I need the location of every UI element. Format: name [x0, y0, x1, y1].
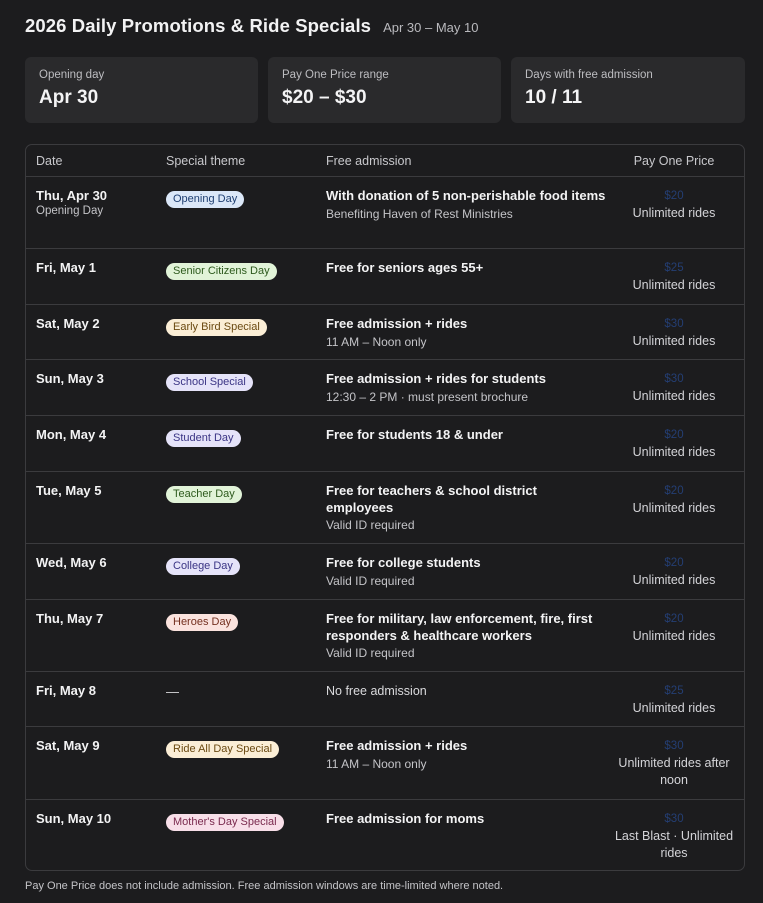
row-date: [36, 371, 104, 386]
column-header-theme: Special theme: [166, 154, 246, 168]
theme-badge: Opening Day: [166, 191, 244, 208]
date-text: Sun, May 3: [36, 371, 104, 386]
row-date: [36, 427, 106, 442]
date-range: Apr 30 – May 10: [383, 20, 479, 35]
free-admission-text: With donation of 5 non-perishable food items: [326, 188, 606, 203]
price-cell: [606, 427, 742, 461]
table-row: [26, 800, 744, 871]
page-header: [25, 15, 478, 37]
date-text: Sat, May 2: [36, 316, 100, 331]
price-cell: [606, 738, 742, 789]
date-text: Fri, May 8: [36, 683, 96, 698]
price-note: Unlimited rides: [632, 629, 716, 643]
row-date: [36, 811, 111, 826]
price-cell: [606, 260, 742, 294]
date-text: Sat, May 9: [36, 738, 100, 753]
free-admission-text: Free for teachers & school district employees: [326, 483, 537, 515]
row-date: [36, 260, 96, 275]
free-admission-text: Free for seniors ages 55+: [326, 260, 484, 275]
price-note: Unlimited rides: [632, 445, 716, 459]
column-header-date: Date: [36, 154, 63, 168]
table-row: [26, 416, 744, 472]
price-cell: [606, 811, 742, 862]
free-admission: [326, 260, 606, 277]
table-row: [26, 360, 744, 416]
price-amount: $25: [664, 262, 684, 274]
stat-card-opening-day: [25, 57, 258, 123]
theme-badge: College Day: [166, 558, 240, 575]
row-date: [36, 738, 100, 753]
table-row: [26, 672, 744, 727]
price-amount: $20: [664, 190, 684, 202]
table-row: [26, 249, 744, 305]
free-admission: [326, 427, 606, 444]
theme-badge: School Special: [166, 374, 253, 391]
free-admission: [326, 316, 606, 350]
row-date: [36, 611, 103, 626]
table-row: [26, 472, 744, 544]
table-row: [26, 305, 744, 360]
free-admission-detail: 11 AM – Noon only: [326, 756, 427, 771]
price-amount: $20: [664, 485, 684, 497]
price-amount: $20: [664, 557, 684, 569]
stat-value: 10 / 11: [525, 87, 583, 108]
free-admission: [326, 555, 606, 589]
free-admission: [326, 811, 606, 828]
free-admission: [326, 683, 606, 700]
price-amount: $30: [664, 813, 684, 825]
free-admission-detail: 11 AM – Noon only: [326, 334, 427, 349]
table-row: [26, 544, 744, 600]
stat-label: Days with free admission: [525, 69, 653, 81]
theme-badge: Heroes Day: [166, 614, 238, 631]
stat-label: Pay One Price range: [282, 69, 389, 81]
price-amount: $25: [664, 685, 684, 697]
free-admission-text: Free admission + rides: [326, 738, 468, 753]
date-subtitle: Opening Day: [36, 205, 104, 217]
price-note: Unlimited rides: [632, 501, 716, 515]
theme-badge: Early Bird Special: [166, 319, 267, 336]
free-admission-text: No free admission: [326, 684, 427, 698]
theme-badge: Teacher Day: [166, 486, 242, 503]
theme-badge: Student Day: [166, 430, 241, 447]
price-cell: [606, 371, 742, 405]
free-admission-detail: 12:30 – 2 PM · must present brochure: [326, 389, 529, 404]
stat-value: $20 – $30: [282, 87, 367, 108]
promotions-table: [25, 144, 745, 871]
page-title: 2026 Daily Promotions & Ride Specials: [25, 15, 372, 36]
price-cell: [606, 483, 742, 517]
free-admission-text: Free admission + rides: [326, 316, 468, 331]
row-date: [36, 483, 102, 498]
theme-badge: Senior Citizens Day: [166, 263, 277, 280]
table-header: [26, 145, 744, 177]
price-amount: $30: [664, 740, 684, 752]
date-text: Fri, May 1: [36, 260, 96, 275]
theme-badge: Ride All Day Special: [166, 741, 279, 758]
free-admission-text: Free for students 18 & under: [326, 427, 503, 442]
price-cell: [606, 188, 742, 222]
date-text: Sun, May 10: [36, 811, 112, 826]
date-text: Thu, May 7: [36, 611, 104, 626]
free-admission-text: Free admission for moms: [326, 811, 485, 826]
price-amount: $20: [664, 613, 684, 625]
free-admission-detail: Benefiting Haven of Rest Ministries: [326, 206, 513, 221]
row-date: [36, 316, 100, 331]
price-note: Last Blast · Unlimited rides: [614, 829, 734, 860]
price-amount: $30: [664, 318, 684, 330]
free-admission-text: Free admission + rides for students: [326, 371, 546, 386]
theme-empty: —: [166, 684, 179, 699]
price-amount: $20: [664, 429, 684, 441]
footnote: Pay One Price does not include admission. Free admission windows are time-limited where noted.: [25, 880, 504, 892]
date-text: Mon, May 4: [36, 427, 107, 442]
price-note: Unlimited rides after noon: [618, 756, 730, 787]
stat-card-price-range: [268, 57, 501, 123]
row-date: [36, 188, 107, 217]
price-amount: $30: [664, 373, 684, 385]
stat-value: Apr 30: [39, 87, 99, 108]
date-text: Wed, May 6: [36, 555, 107, 570]
column-header-free-admission: Free admission: [326, 154, 412, 168]
free-admission: [326, 483, 606, 534]
row-date: [36, 683, 96, 698]
price-note: Unlimited rides: [632, 334, 716, 348]
price-cell: [606, 611, 742, 645]
price-cell: [606, 555, 742, 589]
free-admission-detail: Valid ID required: [326, 573, 415, 588]
free-admission-text: Free for college students: [326, 555, 481, 570]
table-row: [26, 727, 744, 800]
free-admission-detail: Valid ID required: [326, 518, 415, 532]
price-note: Unlimited rides: [632, 389, 716, 403]
price-cell: [606, 683, 742, 717]
table-row: [26, 177, 744, 249]
theme-badge: Mother's Day Special: [166, 814, 284, 831]
free-admission-detail: Valid ID required: [326, 646, 415, 660]
free-admission: [326, 611, 606, 662]
free-admission: [326, 371, 606, 405]
stat-card-free-days: [511, 57, 745, 123]
free-admission: [326, 738, 606, 772]
date-text: Thu, Apr 30: [36, 188, 108, 203]
price-cell: [606, 316, 742, 350]
free-admission-text: Free for military, law enforcement, fire, first responders & healthcare workers: [326, 611, 593, 643]
price-note: Unlimited rides: [632, 278, 716, 292]
free-admission: [326, 188, 606, 222]
price-note: Unlimited rides: [632, 573, 716, 587]
price-note: Unlimited rides: [632, 701, 716, 715]
price-note: Unlimited rides: [632, 206, 716, 220]
date-text: Tue, May 5: [36, 483, 102, 498]
column-header-price: Pay One Price: [633, 154, 715, 168]
table-row: [26, 600, 744, 672]
stat-label: Opening day: [39, 69, 105, 81]
row-date: [36, 555, 107, 570]
